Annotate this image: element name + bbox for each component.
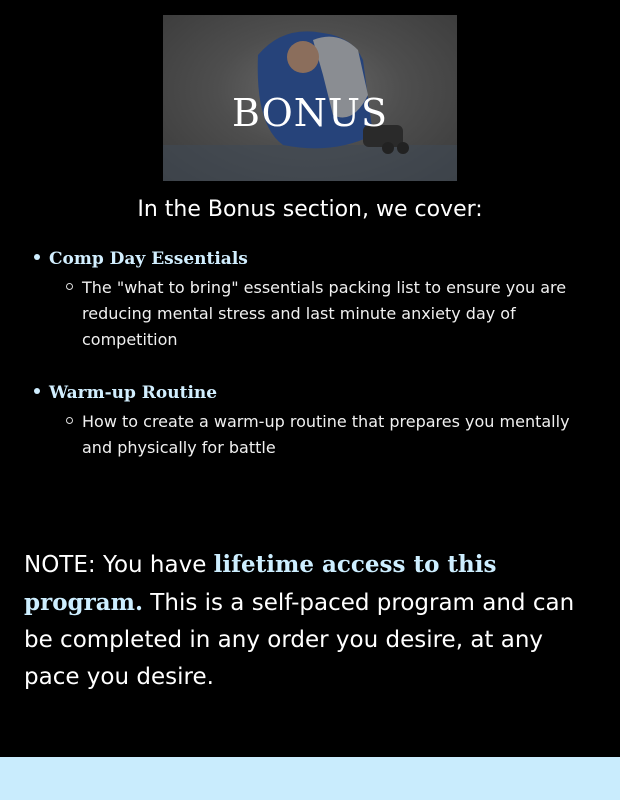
hero-title: BONUS bbox=[231, 91, 389, 135]
bullet-icon bbox=[34, 254, 40, 260]
item-title: Warm-up Routine bbox=[49, 383, 218, 403]
item-detail: The "what to bring" essentials packing list to ensure you are reducing mental stress and last minute anxiety day of competition bbox=[82, 278, 567, 349]
bullet-icon bbox=[34, 388, 40, 394]
intro-text: In the Bonus section, we cover: bbox=[137, 197, 483, 222]
item-detail: How to create a warm-up routine that prepares you mentally and physically for battle bbox=[82, 412, 570, 457]
note-suffix: This is a self-paced program and can be completed in any order you desire, at any pace you desire. bbox=[24, 590, 575, 690]
list-item bbox=[28, 383, 598, 461]
note-highlight: lifetime access to this program. bbox=[24, 551, 497, 616]
note-paragraph bbox=[24, 546, 604, 696]
sub-bullet-icon bbox=[66, 417, 73, 424]
sub-bullet-icon bbox=[66, 283, 73, 290]
bonus-list bbox=[28, 249, 598, 483]
note-prefix: NOTE: You have bbox=[24, 552, 214, 578]
hero-image bbox=[163, 15, 457, 181]
bottom-band bbox=[0, 757, 620, 800]
list-item bbox=[28, 249, 598, 353]
item-title: Comp Day Essentials bbox=[49, 249, 248, 269]
